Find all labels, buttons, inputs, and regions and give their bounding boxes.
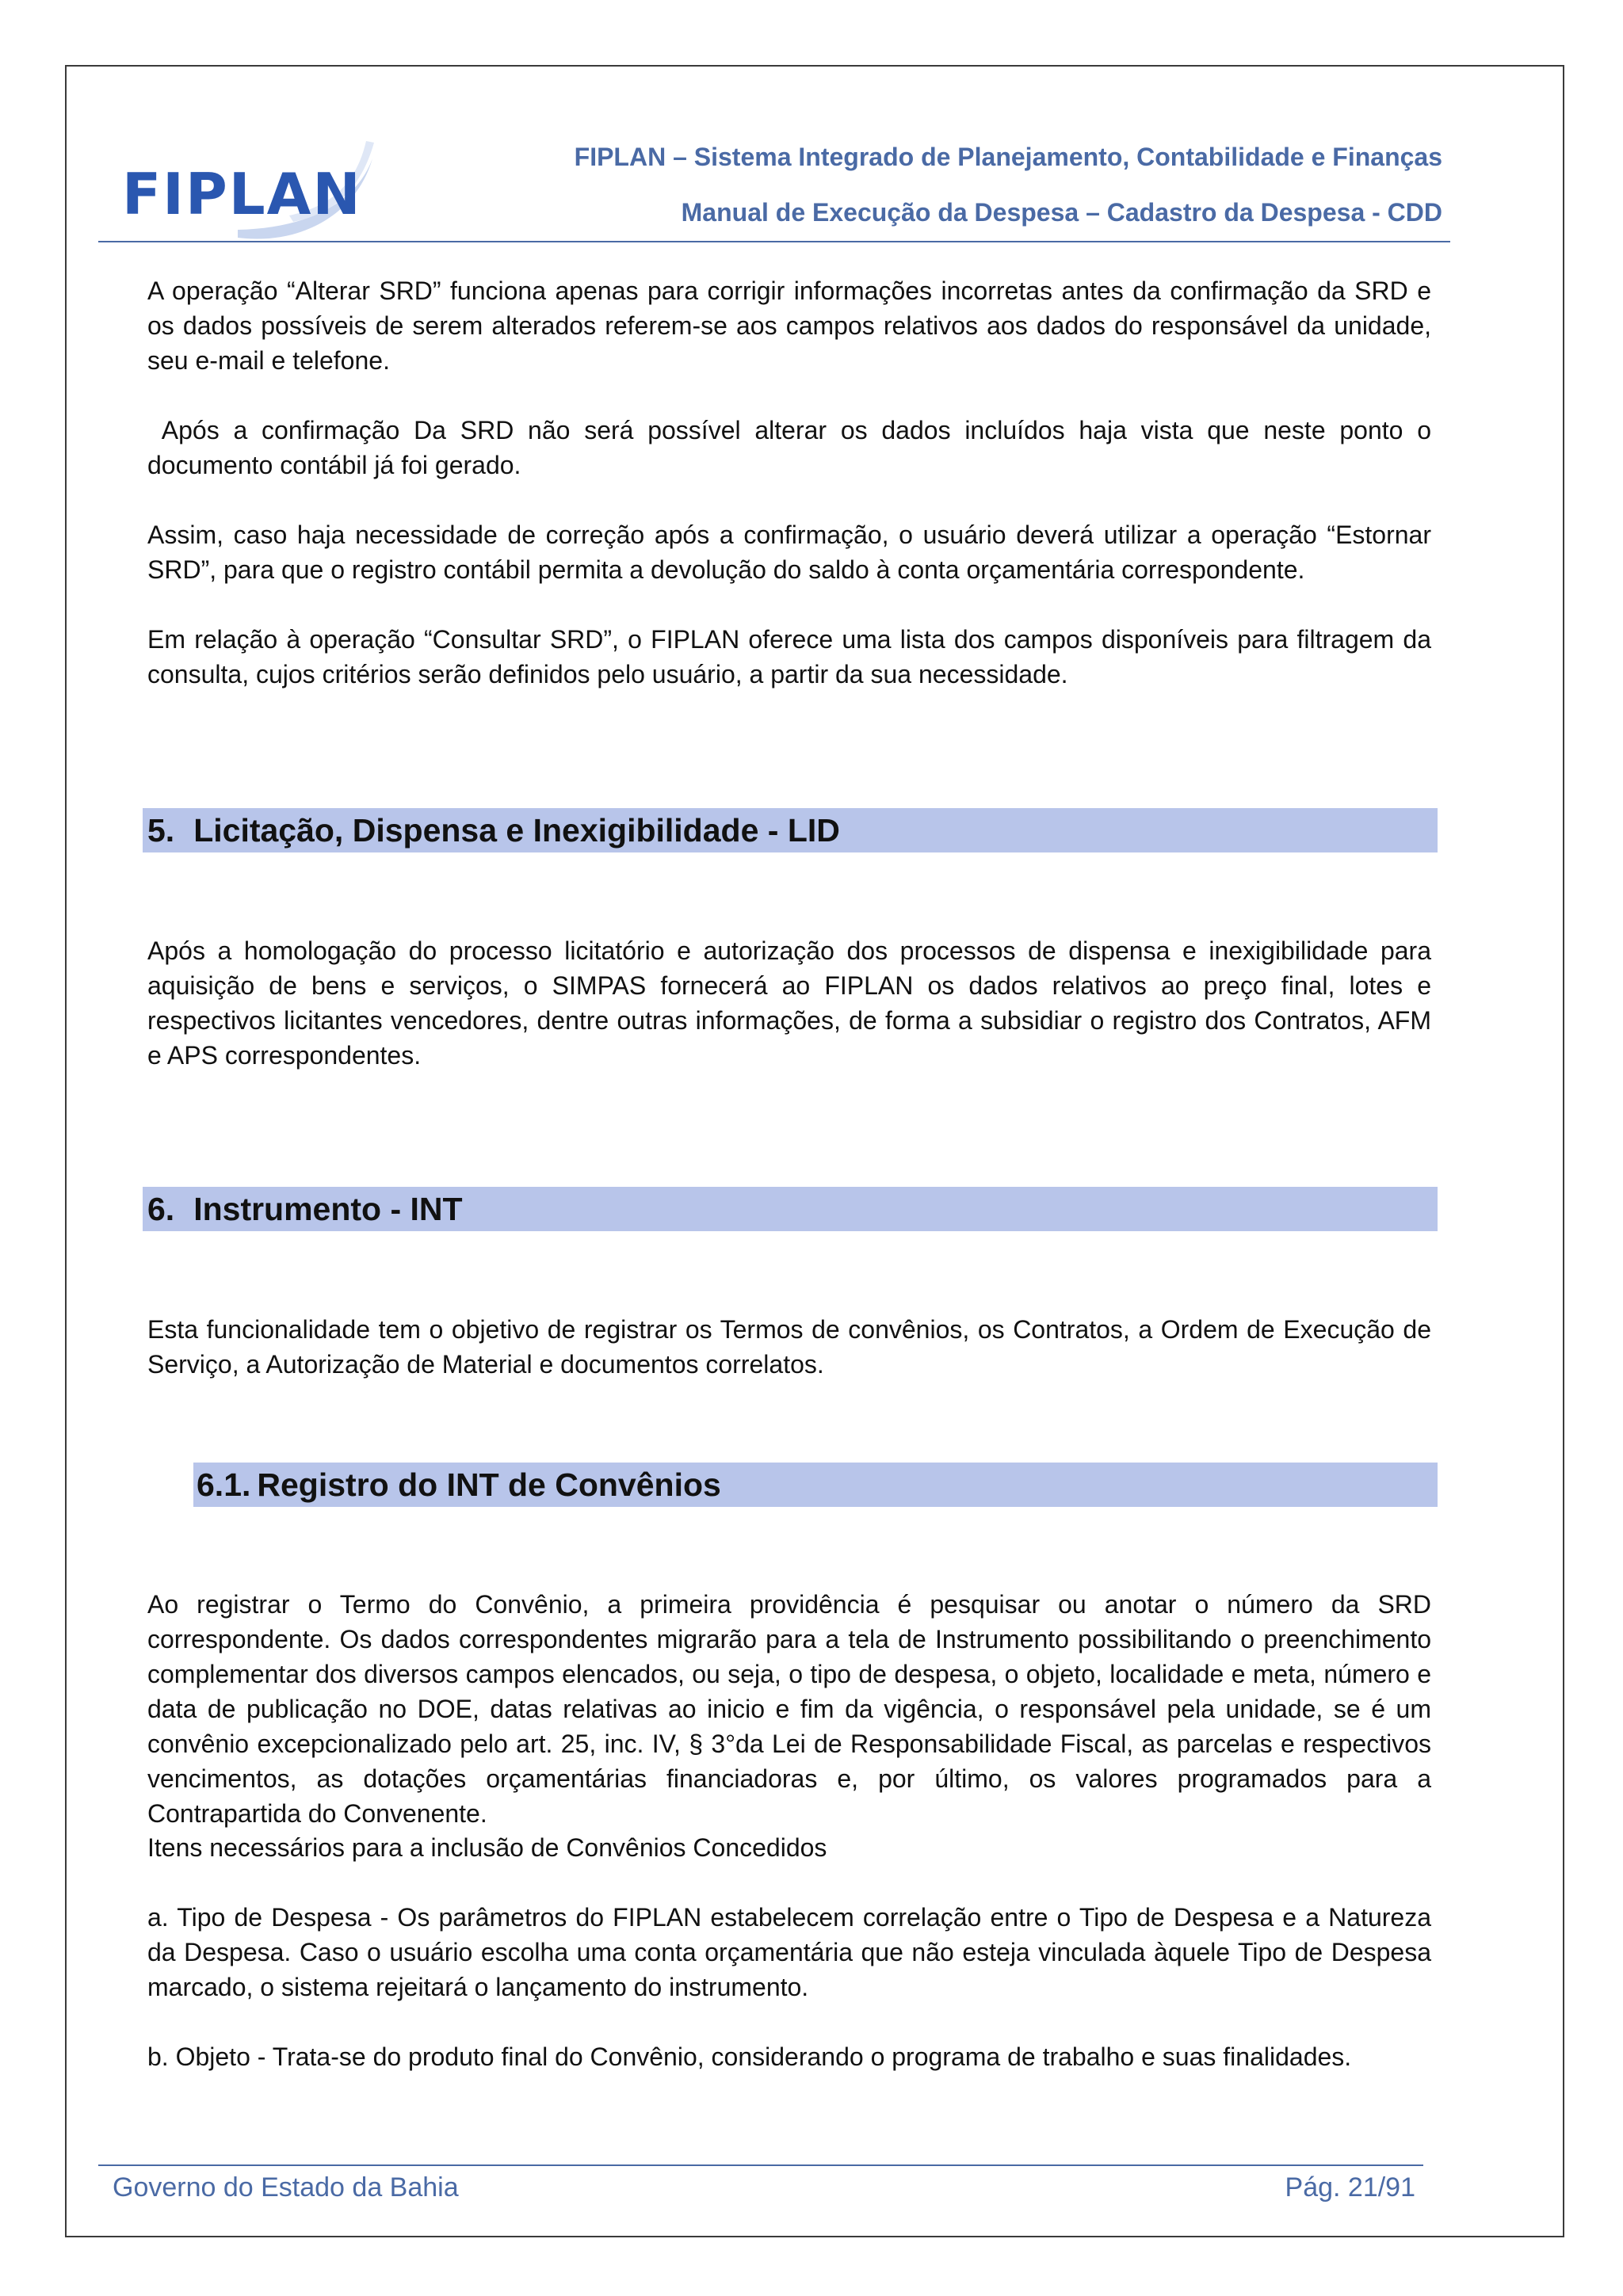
section-number: 6.1.: [197, 1466, 251, 1503]
section-title: Licitação, Dispensa e Inexigibilidade - LID: [193, 812, 840, 849]
header-divider: [98, 241, 1450, 242]
section-title: Instrumento - INT: [193, 1191, 463, 1227]
section-6-heading: [143, 1187, 1438, 1231]
page-number: Pág. 21/91: [1285, 2172, 1415, 2203]
intro-paragraph-3: Assim, caso haja necessidade de correção após a confirmação, o usuário deverá utilizar a operação “Estornar SRD”, para que o registro contábil permita a devolução do saldo à conta orçamentária correspondente.: [147, 521, 1431, 584]
header-title: FIPLAN – Sistema Integrado de Planejamento, Contabilidade e Finanças: [574, 143, 1442, 171]
intro-paragraph-4: Em relação à operação “Consultar SRD”, o FIPLAN oferece uma lista dos campos disponíveis para filtragem da consulta, cujos critérios serão definidos pelo usuário, a partir da sua necessidade.: [147, 625, 1431, 688]
section-6-1-heading: [193, 1463, 1438, 1507]
section-5-paragraph: Após a homologação do processo licitatório e autorização dos processos de dispensa e inexigibilidade para aquisição de bens e serviços, o SIMPAS fornecerá ao FIPLAN os dados relativos ao preço final, lotes e respectivos licitantes vencedores, dentre outras informações, de forma a subsidiar o registro dos Contratos, AFM e APS correspondentes.: [147, 936, 1431, 1070]
section-6-1-paragraph-3: a. Tipo de Despesa - Os parâmetros do FIPLAN estabelecem correlação entre o Tipo de Despesa e a Natureza da Despesa. Caso o usuário escolha uma conta orçamentária que não esteja vinculada àquele Tipo de Despesa marcado, o sistema rejeitará o lançamento do instrumento.: [147, 1903, 1431, 2001]
footer-divider: [98, 2164, 1423, 2166]
section-number: 6.: [147, 1191, 175, 1227]
logo-text: FIPLAN: [122, 161, 362, 227]
section-6-1-paragraph-2: Itens necessários para a inclusão de Convênios Concedidos: [147, 1833, 827, 1862]
section-title: Registro do INT de Convênios: [257, 1466, 721, 1503]
section-6-paragraph: Esta funcionalidade tem o objetivo de registrar os Termos de convênios, os Contratos, a Ordem de Execução de Serviço, a Autorização de Material e documentos correlatos.: [147, 1315, 1431, 1379]
intro-paragraph-1: A operação “Alterar SRD” funciona apenas para corrigir informações incorretas antes da confirmação da SRD e os dados possíveis de serem alterados referem-se aos campos relativos aos dados do responsável da unidade, seu e-mail e telefone.: [147, 277, 1431, 375]
footer-organization: Governo do Estado da Bahia: [113, 2172, 459, 2203]
header-subtitle: Manual de Execução da Despesa – Cadastro da Despesa - CDD: [681, 198, 1442, 227]
intro-paragraph-2: Após a confirmação Da SRD não será possível alterar os dados incluídos haja vista que neste ponto o documento contábil já foi gerado.: [147, 416, 1438, 479]
section-number: 5.: [147, 812, 175, 849]
fiplan-logo: [119, 127, 388, 246]
section-6-1-paragraph-4: b. Objeto - Trata-se do produto final do Convênio, considerando o programa de trabalho e suas finalidades.: [147, 2042, 1352, 2071]
section-6-1-paragraph-1: Ao registrar o Termo do Convênio, a primeira providência é pesquisar ou anotar o número da SRD correspondente. Os dados correspondentes migrarão para a tela de Instrumento possibilitando o preenchimento complementar dos diversos campos elencados, ou seja, o tipo de despesa, o objeto, localidade e meta, número e data de publicação no DOE, datas relativas ao inicio e fim da vigência, o responsável pela unidade, se é um convênio excepcionalizado pelo art. 25, inc. IV, § 3°da Lei de Responsabilidade Fiscal, as parcelas e respectivos vencimentos, as dotações orçamentárias financiadoras e, por último, os valores programados para a Contrapartida do Convenente.: [147, 1590, 1431, 1828]
section-5-heading: [143, 808, 1438, 852]
